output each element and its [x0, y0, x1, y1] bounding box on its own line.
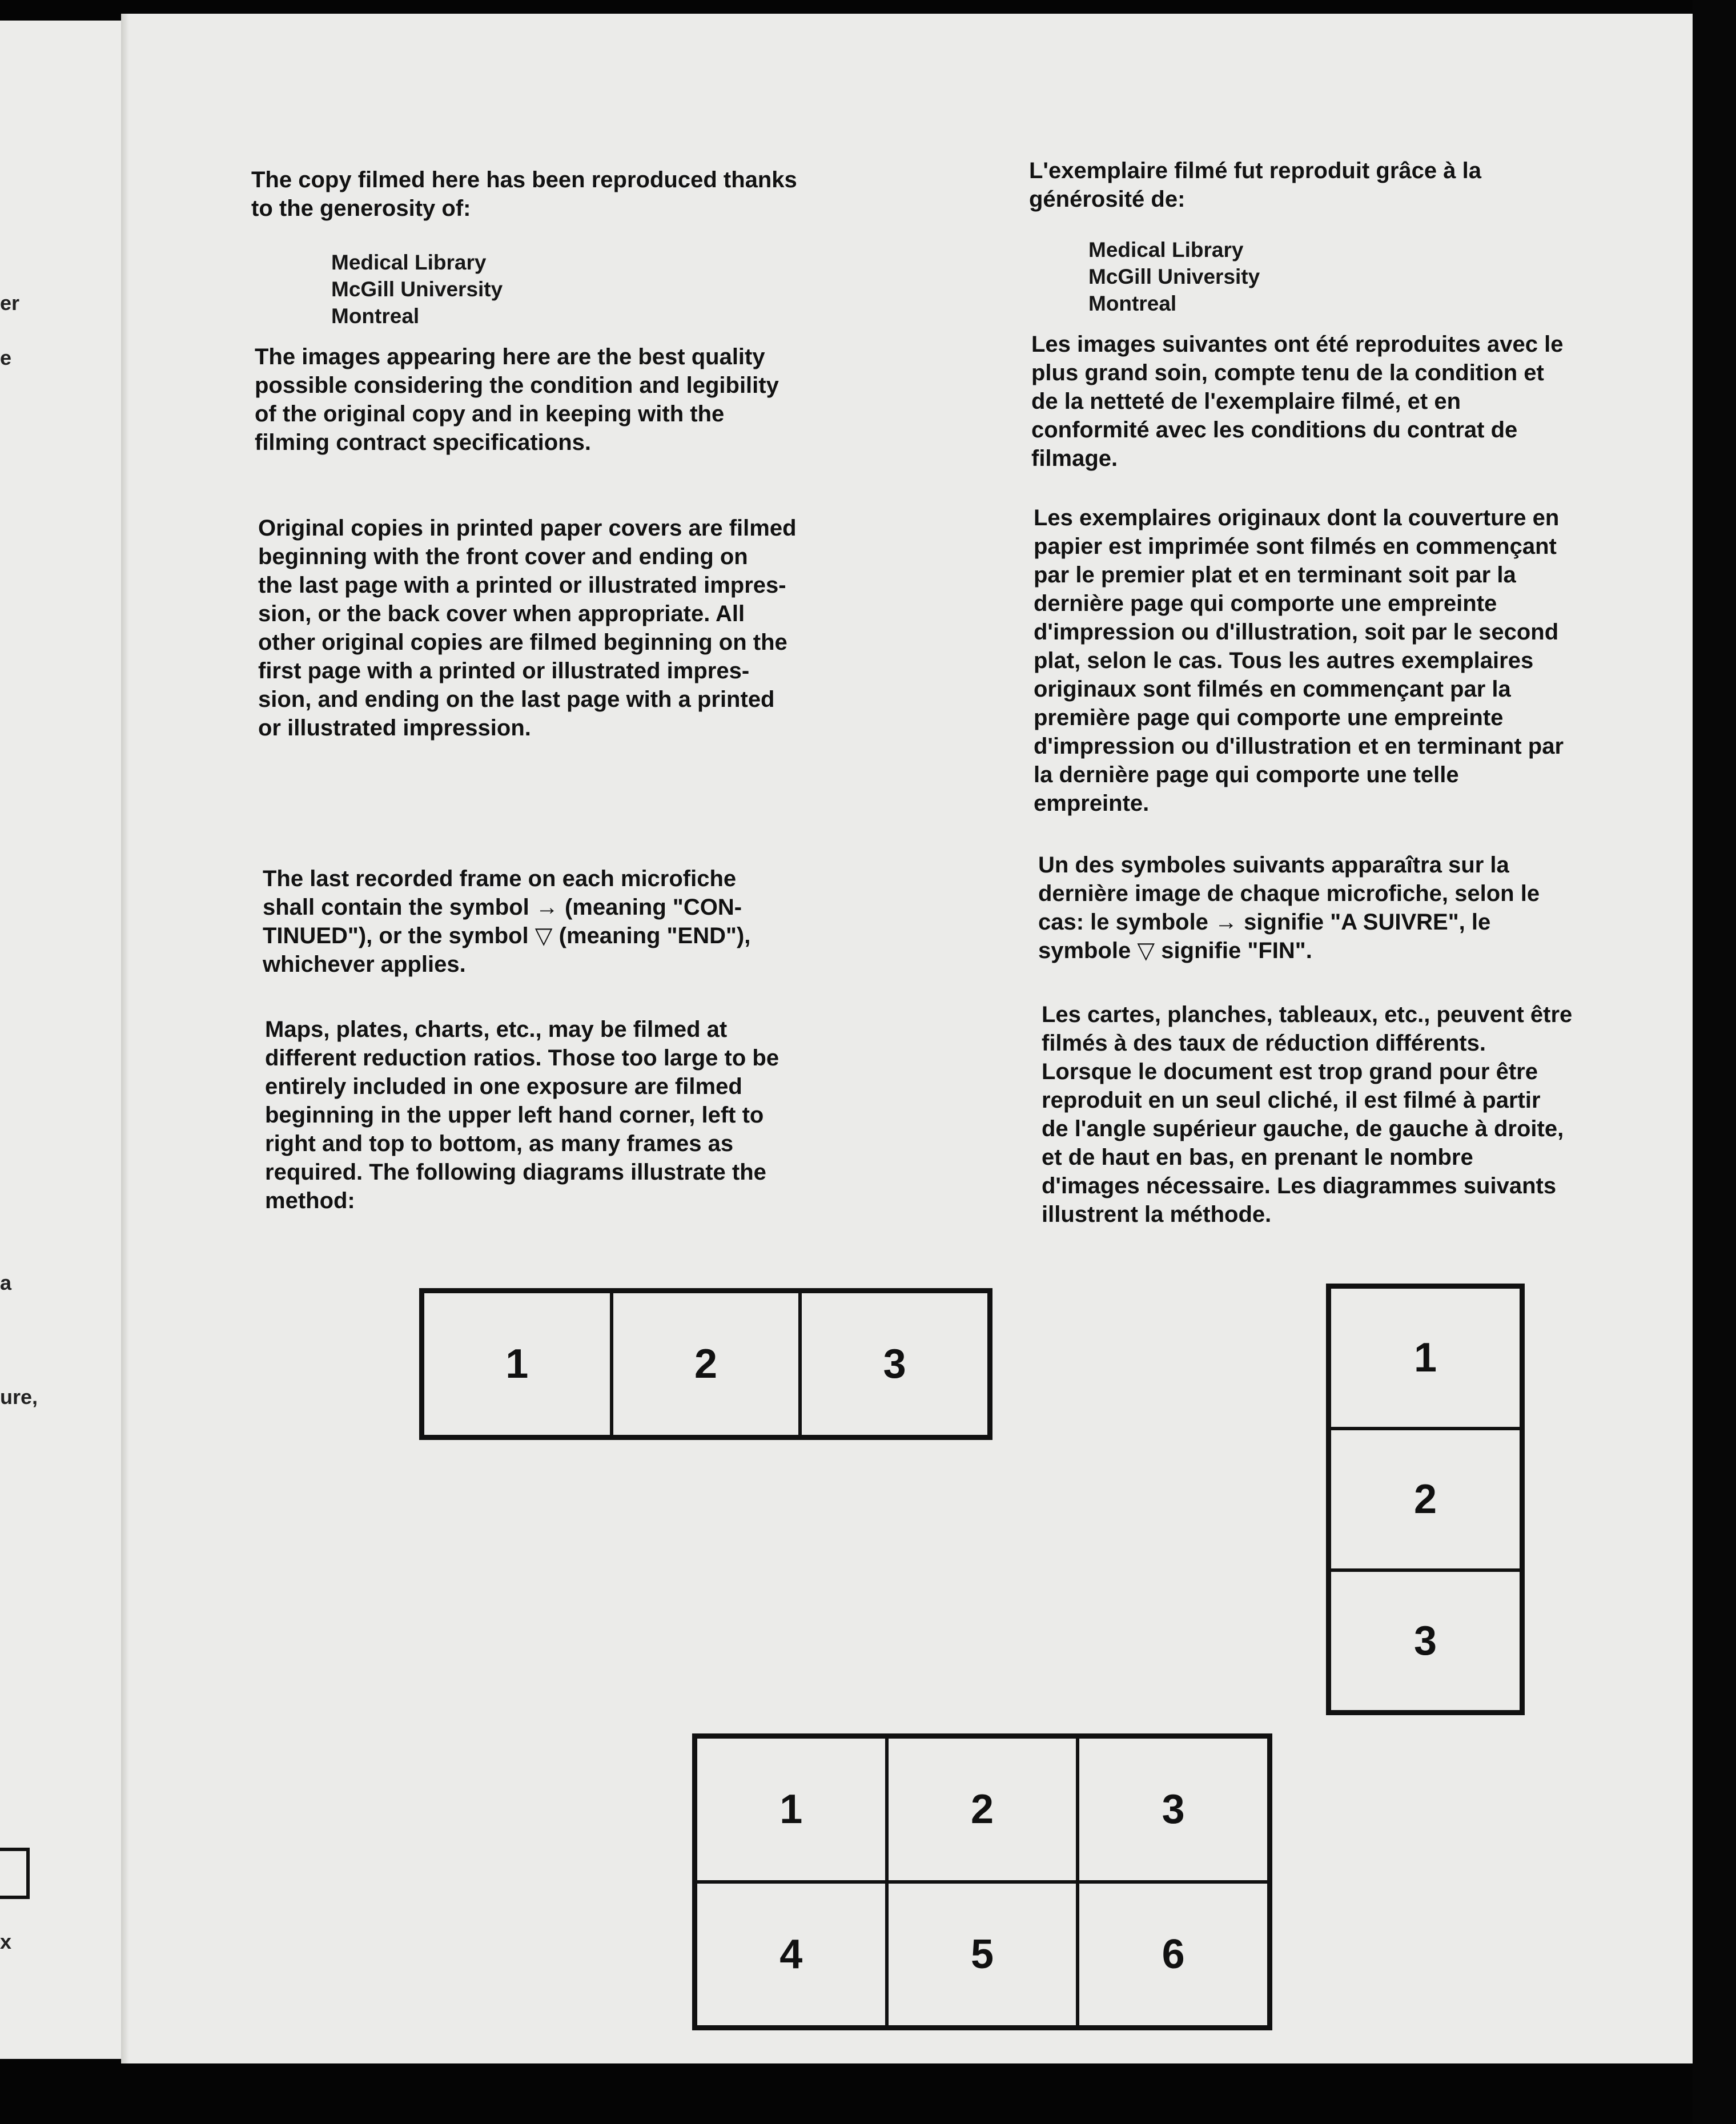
frame-cell: 2 [887, 1737, 1078, 1882]
french-credit: Medical Library McGill University Montreal [1088, 238, 1260, 315]
previous-page-edge [0, 21, 123, 2059]
frame-cell: 3 [1078, 1737, 1269, 1882]
frame-cell: 3 [1329, 1570, 1521, 1712]
french-quality-note: Les images suivantes ont été reproduites avec le plus grand soin, compte tenu de la condition et de la netteté de l'exemplaire filmé, et en conformité avec les conditions du contrat de filmage. [1031, 332, 1564, 471]
english-credit: Medical Library McGill University Montreal [331, 251, 503, 328]
frame-cell: 5 [887, 1882, 1078, 2027]
english-maps-note: Maps, plates, charts, etc., may be filmed at different reduction ratios. Those too large to be entirely included in one exposure are filmed beginning in the upper left hand corner, left to right and top to bottom, as many frames as required. The following diagrams illustrate the method: [265, 1017, 779, 1213]
frame-cell: 2 [612, 1292, 801, 1437]
margin-fragment: x [0, 1930, 12, 1953]
grid-frame-diagram [692, 1733, 1272, 2030]
french-intro: L'exemplaire filmé fut reproduit grâce à la générosité de: [1029, 158, 1481, 212]
english-originals-note: Original copies in printed paper covers are filmed beginning with the front cover and ending on the last page with a printed or illustrated impres- sion, or the back cover when appropriate. All other original copies are filmed beginning on the first page with a printed or illustrated impres- sion, and ending on the last page with a printed or illustrated impression. [258, 516, 797, 741]
partial-frame-box [0, 1848, 30, 1899]
frame-cell: 1 [1329, 1287, 1521, 1429]
margin-fragment: ure, [0, 1385, 38, 1409]
frame-cell: 4 [696, 1882, 887, 2027]
french-symbols-note: Un des symboles suivants apparaîtra sur la dernière image de chaque microfiche, selon le cas: le symbole → signifie "A SUIVRE", le symbole ▽ signifie "FIN". [1038, 852, 1540, 963]
frame-cell: 1 [696, 1737, 887, 1882]
scan-border [1693, 0, 1736, 2124]
english-symbols-note: The last recorded frame on each microfiche shall contain the symbol → (meaning "CON- TINUED"), or the symbol ▽ (meaning "END"), whichever applies. [263, 866, 751, 977]
french-originals-note: Les exemplaires originaux dont la couverture en papier est imprimée sont filmés en commençant par le premier plat et en terminant soit par la dernière page qui comporte une empreinte d'impression ou d'illustration, soit par le second plat, selon le cas. Tous les autres exemplaires originaux sont filmés en commençant par la première page qui comporte une empreinte d'impression ou d'illustration et en terminant par la dernière page qui comporte une telle empreinte. [1034, 505, 1564, 816]
frame-cell: 1 [423, 1292, 612, 1437]
margin-fragment: e [0, 346, 12, 369]
margin-fragment: er [0, 291, 20, 315]
french-maps-note: Les cartes, planches, tableaux, etc., peuvent être filmés à des taux de réduction différents. Lorsque le document est trop grand pour être reproduit en un seul cliché, il est filmé à partir de l'angle supérieur gauche, de gauche à droite, et de haut en bas, en prenant le nombre d'images nécessaire. Les diagrammes suivants illustrent la méthode. [1042, 1002, 1573, 1227]
english-quality-note: The images appearing here are the best quality possible considering the condition and legibility of the original copy and in keeping with the filming contract specifications. [255, 344, 779, 455]
frame-cell: 6 [1078, 1882, 1269, 2027]
margin-fragment: a [0, 1271, 12, 1294]
vertical-frame-diagram [1326, 1284, 1525, 1715]
english-intro: The copy filmed here has been reproduced thanks to the generosity of: [251, 167, 797, 221]
horizontal-frame-diagram [419, 1288, 992, 1440]
frame-cell: 2 [1329, 1429, 1521, 1570]
frame-cell: 3 [800, 1292, 989, 1437]
